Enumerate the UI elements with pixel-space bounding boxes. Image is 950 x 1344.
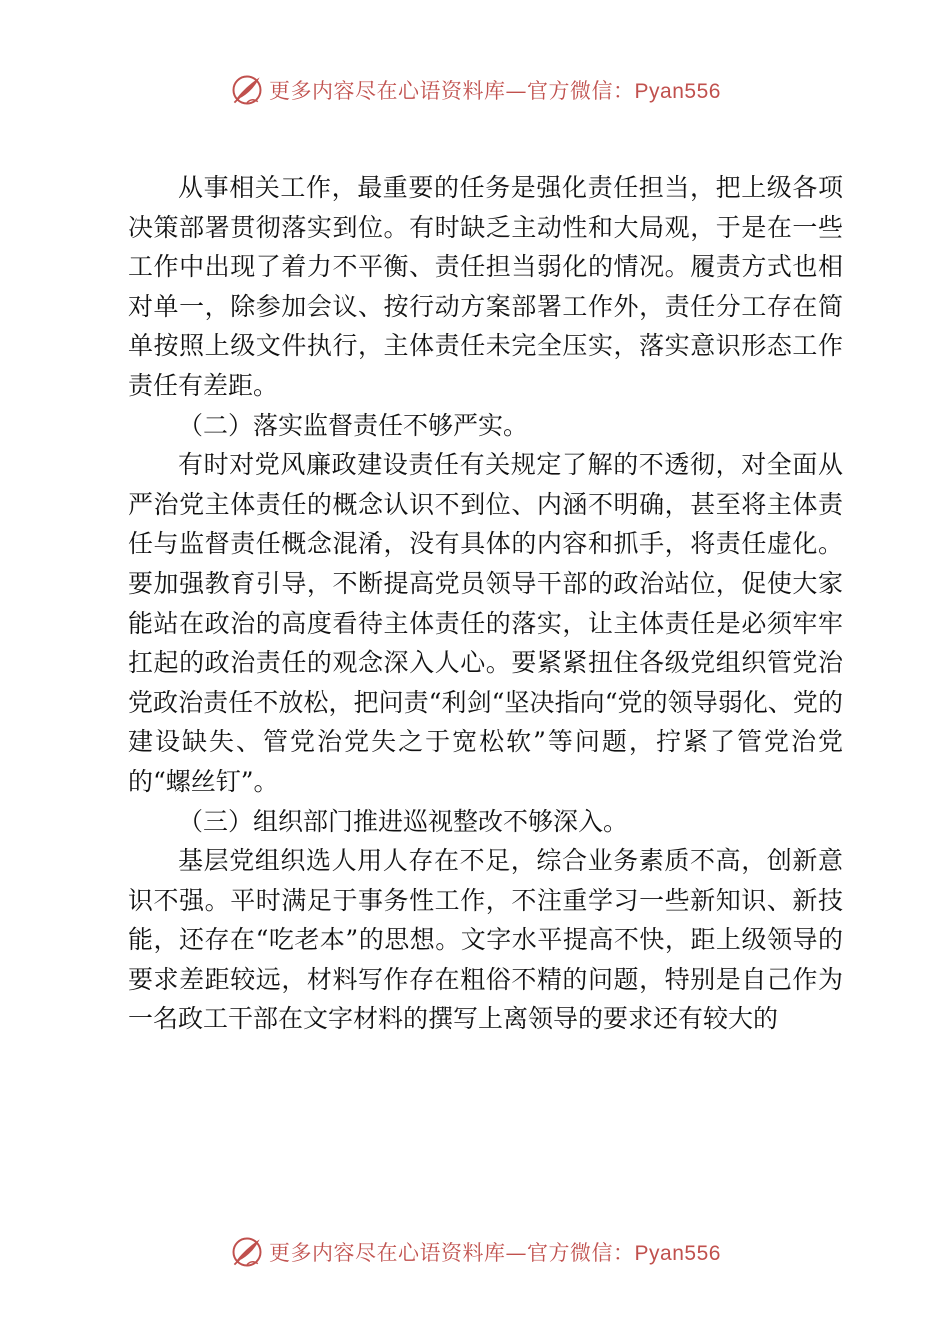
document-body	[128, 168, 843, 1039]
paragraph-2: 有时对党风廉政建设责任有关规定了解的不透彻，对全面从严治党主体责任的概念认识不到位、内涵不明确，甚至将主体责任与监督责任概念混淆，没有具体的内容和抓手，将责任虚化。要加强教育引导，不断提高党员领导干部的政治站位，促使大家能站在政治的高度看待主体责任的落实，让主体责任是必须牢牢扛起的政治责任的观念深入人心。要紧紧扭住各级党组织管党治党政治责任不放松，把问责“利剑“坚决指向“党的领导弱化、党的建设缺失、管党治党失之于宽松软”等问题，拧紧了管党治党的“螺丝钉”。	[128, 450, 843, 796]
header-brand: Pyan556	[634, 80, 721, 103]
paragraph-1: 从事相关工作，最重要的任务是强化责任担当，把上级各项决策部署贯彻落实到位。有时缺乏主动性和大局观，于是在一些工作中出现了着力不平衡、责任担当弱化的情况。履责方式也相对单一，除参加会议、按行动方案部署工作外，责任分工存在简单按照上级文件执行，主体责任未完全压实，落实意识形态工作责任有差距。	[128, 173, 843, 400]
quill-pen-logo-icon	[229, 1234, 265, 1270]
header-banner	[0, 68, 950, 112]
section-heading-2: （二）落实监督责任不够严实。	[178, 410, 529, 440]
header-text: 更多内容尽在心语资料库—官方微信：Pyan556	[269, 79, 721, 103]
footer-text: 更多内容尽在心语资料库—官方微信：Pyan556	[269, 1241, 721, 1265]
quill-pen-logo-icon	[229, 72, 265, 108]
section-heading-3: （三）组织部门推进巡视整改不够深入。	[178, 806, 629, 836]
paragraph-3: 基层党组织选人用人存在不足，综合业务素质不高，创新意识不强。平时满足于事务性工作，不注重学习一些新知识、新技能，还存在“吃老本”的思想。文字水平提高不快，距上级领导的要求差距较远，材料写作存在粗俗不精的问题，特别是自己作为一名政工干部在文字材料的撰写上离领导的要求还有较大的	[128, 846, 843, 1034]
footer-banner	[0, 1230, 950, 1274]
footer-brand: Pyan556	[634, 1242, 721, 1265]
